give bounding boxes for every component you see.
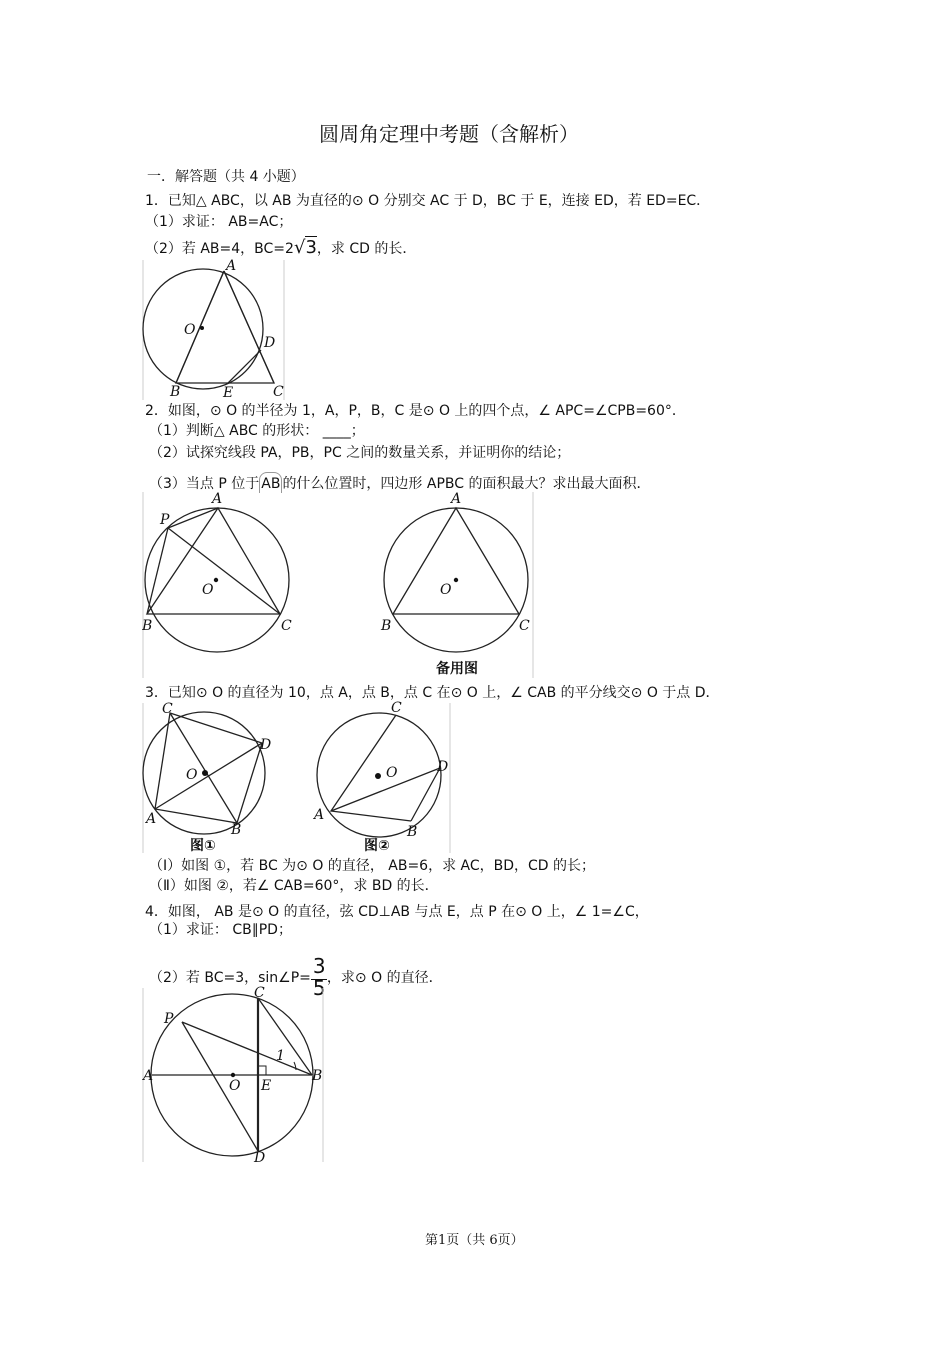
q2-part3-text: （3）当点 P 位于 — [149, 476, 260, 492]
q4-label-B: B — [312, 1068, 323, 1084]
page-title: 圆周角定理中考题（含解析） — [319, 122, 579, 146]
q1-label-A: A — [226, 258, 237, 274]
fraction-denominator: 5 — [312, 976, 326, 1000]
q3-f2-label-B: B — [407, 824, 418, 840]
q3-fig2-caption: 图② — [364, 838, 390, 854]
q1-part1: （1）求证： AB=AC； — [145, 214, 293, 230]
q4-figure — [142, 986, 332, 1170]
q4-part2-text: （2）若 BC=3，sin∠P= — [149, 970, 311, 986]
q3-stem: 3．已知⊙ O 的直径为 10，点 A，点 B，点 C 在⊙ O 上，∠ CAB 的平分线交⊙ O 于点 D． — [145, 685, 720, 701]
q2-spare-label-B: B — [381, 618, 392, 634]
q4-label-A: A — [143, 1068, 154, 1084]
q3-part2: （Ⅱ）如图 ②，若∠ CAB=60°，求 BD 的长． — [149, 878, 439, 894]
q2-part1: （1）判断△ ABC 的形状： ____； — [149, 423, 365, 439]
q4-label-C: C — [254, 986, 265, 1001]
q2-spare-label-O: O — [440, 582, 452, 598]
q2-label-A: A — [212, 491, 223, 507]
q4-label-D: D — [254, 1150, 266, 1166]
q3-f2-label-C: C — [391, 701, 402, 716]
q2-part2: （2）试探究线段 PA，PB，PC 之间的数量关系，并证明你的结论； — [149, 445, 571, 461]
q1-part2 — [145, 239, 416, 258]
q2-stem: 2．如图，⊙ O 的半径为 1，A，P，B，C 是⊙ O 上的四个点，∠ APC=∠CPB=60°． — [145, 403, 686, 419]
q2-spare-caption: 备用图 — [436, 661, 478, 677]
q3-part1: （Ⅰ）如图 ①，若 BC 为⊙ O 的直径， AB=6，求 AC，BD，CD 的长； — [149, 858, 596, 874]
q2-figure-spare — [380, 490, 540, 684]
q4-part2-tail: ，求⊙ O 的直径． — [326, 970, 443, 986]
q3-f2-label-O: O — [386, 765, 398, 781]
q1-radicand: 3 — [305, 237, 317, 258]
page-footer: 第1页（共 6页） — [425, 1233, 524, 1248]
q4-part1: （1）求证： CB∥PD； — [149, 922, 292, 938]
q2-label-B: B — [142, 618, 153, 634]
section-heading: 一．解答题（共 4 小题） — [147, 169, 305, 185]
q2-label-P: P — [160, 512, 170, 528]
q3-f1-label-O: O — [186, 767, 198, 783]
q4-part2 — [149, 954, 443, 1000]
q2-figure-main — [142, 490, 302, 684]
q3-figure-2 — [310, 701, 470, 860]
q1-label-E: E — [223, 385, 234, 401]
q1-part2-tail: ，求 CD 的长． — [316, 241, 417, 257]
q1-label-B: B — [170, 384, 181, 400]
q2-part3-tail: 的什么位置时，四边形 APBC 的面积最大？求出最大面积． — [282, 476, 651, 492]
q2-spare-label-C: C — [519, 618, 530, 634]
q2-label-O: O — [202, 582, 214, 598]
q4-label-1: 1 — [276, 1048, 285, 1064]
q3-f2-label-D: D — [437, 759, 449, 775]
arc-ab-label: AB — [261, 476, 281, 492]
q3-f1-label-B: B — [231, 822, 242, 838]
sqrt-symbol: √3 — [293, 237, 317, 258]
q4-stem: 4．如图， AB 是⊙ O 的直径，弦 CD⊥AB 与点 E，点 P 在⊙ O 上，∠ 1=∠C， — [145, 904, 649, 920]
q1-part2-text: （2）若 AB=4，BC=2 — [145, 241, 294, 257]
q1-label-C: C — [273, 384, 284, 400]
q2-label-C: C — [281, 618, 292, 634]
q1-figure — [142, 258, 292, 407]
q2-spare-label-A: A — [451, 491, 462, 507]
q3-f1-label-C: C — [162, 701, 173, 717]
q3-f2-label-A: A — [314, 807, 325, 823]
q4-label-E: E — [261, 1078, 272, 1094]
q1-label-O: O — [184, 322, 196, 338]
q3-f1-label-D: D — [260, 737, 272, 753]
fraction-numerator: 3 — [312, 954, 326, 978]
q3-fig1-caption: 图① — [190, 838, 216, 854]
q1-label-D: D — [264, 335, 276, 351]
q4-label-O: O — [229, 1078, 241, 1094]
q3-f1-label-A: A — [146, 811, 157, 827]
q4-label-P: P — [164, 1011, 174, 1027]
q1-stem: 1．已知△ ABC，以 AB 为直径的⊙ O 分别交 AC 于 D，BC 于 E，连接 ED，若 ED=EC． — [145, 193, 711, 209]
q3-figure-1 — [142, 701, 302, 860]
